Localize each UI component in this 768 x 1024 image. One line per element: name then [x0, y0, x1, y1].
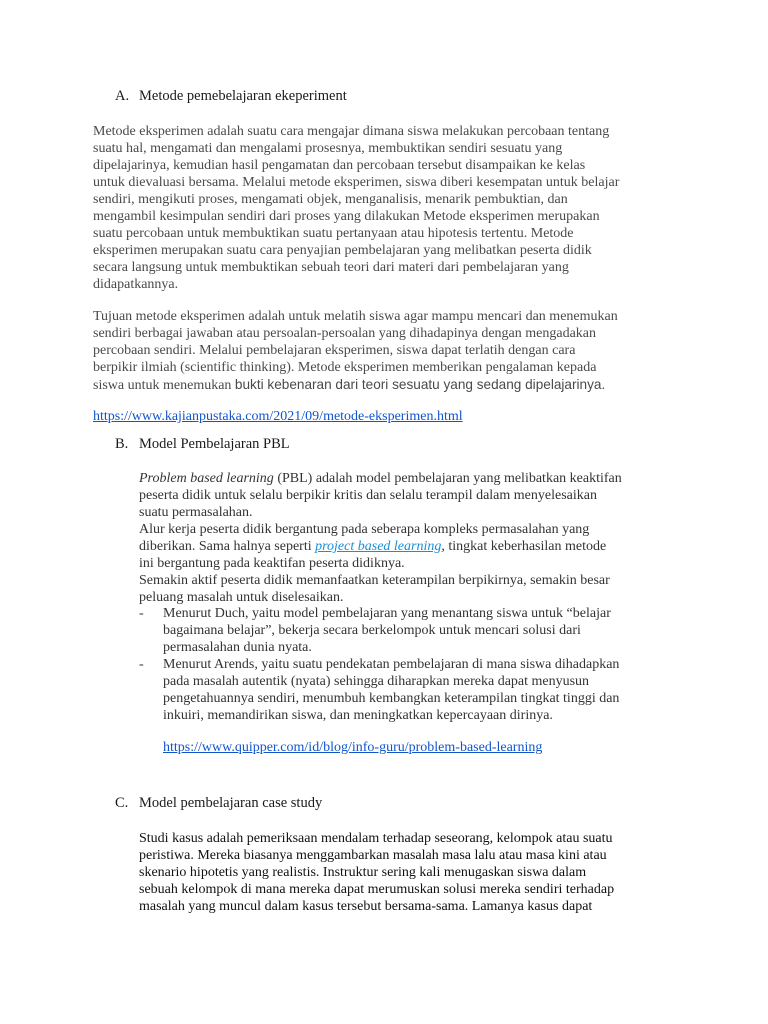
bullet-text	[163, 605, 611, 656]
text-segment: siswa untuk menemukan	[93, 378, 235, 393]
text-line: secara langsung untuk membuktikan sebuah teori dari materi dari pembelajaran yang	[93, 260, 569, 275]
section-c-heading	[115, 795, 322, 812]
text-line: suatu permasalahan.	[139, 505, 253, 520]
text-line: suatu percobaan untuk membuktikan suatu pertanyaan atau hipotesis tertentu. Metode	[93, 226, 574, 241]
text-line	[93, 376, 618, 394]
section-b-title: Model Pembelajaran PBL	[139, 436, 290, 452]
text-line: peluang masalah untuk diselesaikan.	[139, 590, 344, 605]
text-line: eksperimen merupakan suatu cara penyajian pembelajaran yang melibatkan peserta didik	[93, 243, 592, 258]
text-line: permasalahan dunia nyata.	[163, 640, 312, 655]
text-line: pada masalah autentik (nyata) sehingga diharapkan mereka dapat menyusun	[163, 674, 590, 689]
text-segment: diberikan. Sama halnya seperti	[139, 539, 316, 554]
bullet-dash: -	[139, 657, 144, 672]
text-line: ini bergantung pada keaktifan peserta didiknya.	[139, 556, 405, 571]
bullet-dash: -	[139, 606, 144, 621]
text-line: Metode eksperimen adalah suatu cara mengajar dimana siswa melakukan percobaan tentang	[93, 124, 610, 139]
text-line: Tujuan metode eksperimen adalah untuk melatih siswa agar mampu mencari dan menemukan	[93, 309, 618, 324]
section-b-paragraph	[139, 470, 622, 606]
text-line: suatu hal, mengamati dan mengalami prosesnya, membuktikan sendiri sesuatu yang	[93, 141, 563, 156]
text-line: berpikir ilmiah (scientific thinking). Metode eksperimen memberikan pengalaman kepada	[93, 360, 597, 375]
bullet-text	[163, 656, 619, 724]
text-segment-sans: bukti kebenaran dari teori sesuatu yang sedang dipelajarinya.	[234, 377, 606, 392]
text-line: Studi kasus adalah pemeriksaan mendalam terhadap seseorang, kelompok atau suatu	[139, 831, 613, 846]
text-line	[139, 538, 622, 555]
text-line: skenario hipotetis yang realistis. Instruktur sering kali menugaskan siswa dalam	[139, 865, 587, 880]
text-line: sendiri berbagai jawaban atau persoalan-persoalan yang dihadapinya dengan mengadakan	[93, 326, 597, 341]
section-a-letter: A.	[115, 88, 130, 104]
text-line: sendiri, mengikuti proses, mengamati objek, menganalisis, menarik pembuktian, dan	[93, 192, 568, 207]
section-b-heading	[115, 436, 290, 453]
project-based-learning-link[interactable]: project based learning	[315, 539, 442, 554]
section-c-letter: C.	[115, 795, 129, 811]
section-c-paragraph	[139, 830, 614, 915]
text-line: inkuiri, memandirikan siswa, dan meningkatkan kepercayaan dirinya.	[163, 708, 553, 723]
text-line: Alur kerja peserta didik bergantung pada seberapa kompleks permasalahan yang	[139, 522, 590, 537]
text-line: didapatkannya.	[93, 277, 179, 292]
text-line: bagaimana belajar”, bekerja secara berkelompok untuk mencari solusi dari	[163, 623, 581, 638]
text-line: peserta didik untuk selalu berpikir kritis dan selalu terampil dalam menyelesaikan	[139, 488, 597, 503]
text-segment: , tingkat keberhasilan metode	[441, 539, 607, 554]
text-line: Menurut Duch, yaitu model pembelajaran yang menantang siswa untuk “belajar	[163, 606, 611, 621]
text-line: untuk dievaluasi bersama. Melalui metode eksperimen, siswa diberi kesempatan untuk belajar	[93, 175, 620, 190]
section-a-heading	[115, 88, 347, 105]
text-line	[139, 470, 622, 487]
section-a-paragraph-1	[93, 123, 619, 293]
quipper-link[interactable]: https://www.quipper.com/id/blog/info-guru/problem-based-learning	[163, 740, 543, 755]
text-line: masalah yang muncul dalam kasus tersebut bersama-sama. Lamanya kasus dapat	[139, 899, 593, 914]
text-line: Menurut Arends, yaitu suatu pendekatan pembelajaran di mana siswa dihadapkan	[163, 657, 620, 672]
text-line: pengetahuannya sendiri, menumbuh kembangkan keterampilan tingkat tinggi dan	[163, 691, 620, 706]
section-a-paragraph-2	[93, 308, 618, 394]
kajianpustaka-link[interactable]: https://www.kajianpustaka.com/2021/09/metode-eksperimen.html	[93, 409, 463, 424]
text-line: Semakin aktif peserta didik memanfaatkan keterampilan berpikirnya, semakin besar	[139, 573, 610, 588]
text-line: percobaan sendiri. Melalui pembelajaran eksperimen, siswa dapat terlatih dengan cara	[93, 343, 576, 358]
section-a-title: Metode pemebelajaran ekeperiment	[139, 88, 347, 104]
text-line: dipelajarinya, kemudian hasil pengamatan dan percobaan tersebut disampaikan ke kelas	[93, 158, 586, 173]
pbl-term: Problem based learning	[139, 471, 274, 486]
text-line: peristiwa. Mereka biasanya menggambarkan masalah masa lalu atau masa kini atau	[139, 848, 607, 863]
text-line: sebuah kelompok di mana mereka dapat merumuskan solusi mereka sendiri terhadap	[139, 882, 615, 897]
section-c-title: Model pembelajaran case study	[139, 795, 323, 811]
text-segment: (PBL) adalah model pembelajaran yang melibatkan keaktifan	[273, 471, 622, 486]
section-b-letter: B.	[115, 436, 129, 452]
text-line: mengambil kesimpulan sendiri dari proses yang dilakukan Metode eksperimen merupakan	[93, 209, 600, 224]
